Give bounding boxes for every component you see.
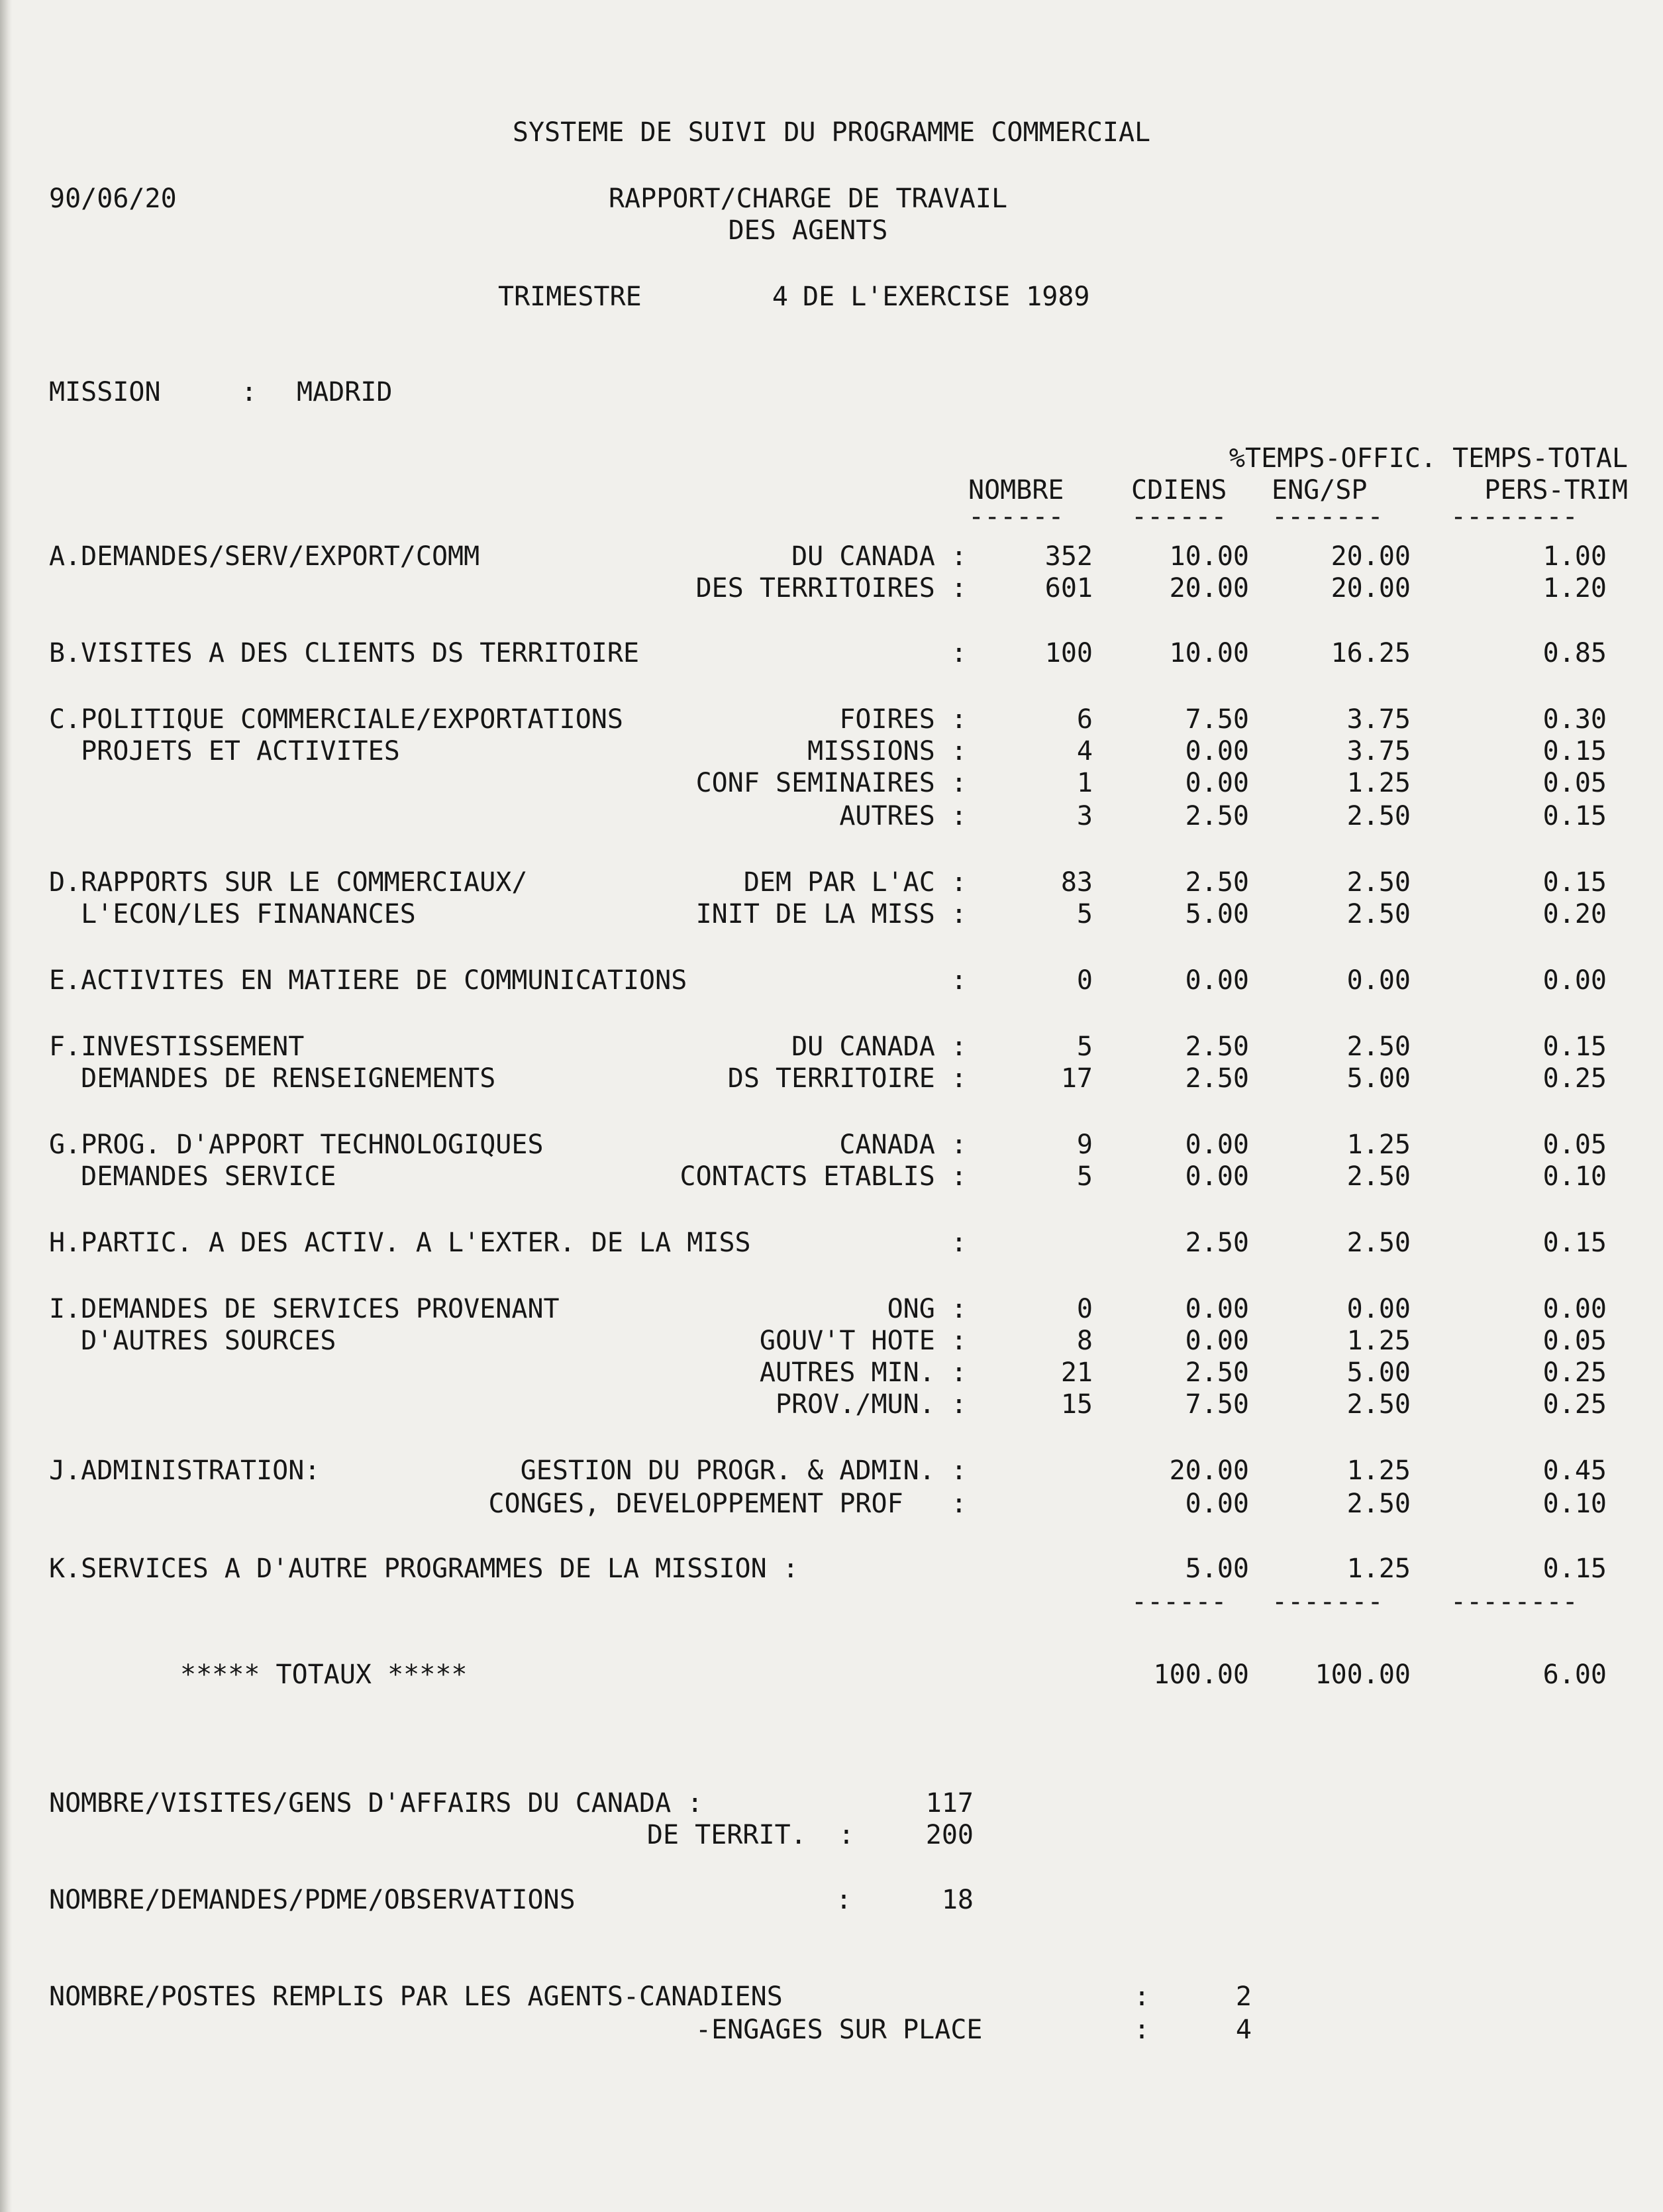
row-pers-trim: 0.15 [1542, 867, 1607, 898]
row-pct-cdiens: 0.00 [1185, 1326, 1249, 1356]
visites-label: NOMBRE/VISITES/GENS D'AFFAIRS DU CANADA : [49, 1788, 703, 1818]
row-pct-cdiens: 5.00 [1185, 1554, 1249, 1584]
row-label: D.RAPPORTS SUR LE COMMERCIAUX/ [49, 867, 528, 898]
row-pct-cdiens: 7.50 [1185, 1389, 1249, 1420]
visites-canada-value: 117 [925, 1788, 974, 1818]
row-pct-engsp: 1.25 [1346, 1130, 1411, 1160]
row-pers-trim: 0.10 [1542, 1161, 1607, 1192]
row-pers-trim: 0.05 [1542, 1130, 1607, 1160]
totals-rule-pers-trim: -------- [1450, 1587, 1578, 1617]
row-sub-label: CANADA : [839, 1130, 967, 1160]
row-sub-label: DEM PAR L'AC : [743, 867, 967, 898]
row-label: E.ACTIVITES EN MATIERE DE COMMUNICATIONS [49, 965, 687, 996]
row-label: D'AUTRES SOURCES [49, 1326, 336, 1356]
row-pct-cdiens: 0.00 [1185, 736, 1249, 766]
row-pct-engsp: 2.50 [1346, 867, 1411, 898]
row-label: B.VISITES A DES CLIENTS DS TERRITOIRE [49, 638, 640, 668]
row-pct-cdiens: 2.50 [1185, 801, 1249, 831]
row-sub-label: AUTRES : [839, 801, 967, 831]
row-sub-label: GOUV'T HOTE : [759, 1326, 967, 1356]
postes-canadiens-value: 2 [1235, 1981, 1252, 2012]
row-nombre: 352 [1044, 541, 1093, 572]
row-sub-label: DU CANADA : [791, 1031, 967, 1062]
row-pct-engsp: 2.50 [1346, 1228, 1411, 1258]
row-pers-trim: 0.30 [1542, 704, 1607, 735]
col-rule-cdiens: ------ [1131, 501, 1227, 532]
totals-pers-trim: 6.00 [1542, 1659, 1607, 1690]
row-pct-cdiens: 20.00 [1169, 573, 1249, 604]
row-pers-trim: 0.00 [1542, 965, 1607, 996]
row-pct-cdiens: 0.00 [1185, 768, 1249, 798]
row-pers-trim: 1.20 [1542, 573, 1607, 604]
row-nombre: 21 [1060, 1357, 1093, 1388]
row-pers-trim: 0.20 [1542, 899, 1607, 929]
row-pct-cdiens: 0.00 [1185, 1294, 1249, 1324]
mission-sep: : [241, 377, 258, 407]
visites-territ-label: DE TERRIT. : [646, 1820, 854, 1850]
row-nombre: 6 [1076, 704, 1093, 735]
row-sub-label: CONF SEMINAIRES : [695, 768, 967, 798]
row-sub-label: CONTACTS ETABLIS : [680, 1161, 967, 1192]
row-pers-trim: 0.15 [1542, 1228, 1607, 1258]
row-pers-trim: 0.15 [1542, 736, 1607, 766]
row-nombre: 15 [1060, 1389, 1093, 1420]
row-sub-label: FOIRES : [839, 704, 967, 735]
row-pers-trim: 0.25 [1542, 1357, 1607, 1388]
row-pct-cdiens: 0.00 [1185, 1130, 1249, 1160]
row-sub-label: PROV./MUN. : [776, 1389, 967, 1420]
row-pct-engsp: 3.75 [1346, 736, 1411, 766]
row-pct-cdiens: 2.50 [1185, 1228, 1249, 1258]
row-nombre: 100 [1044, 638, 1093, 668]
row-label: K.SERVICES A D'AUTRE PROGRAMMES DE LA MISSION : [49, 1554, 799, 1584]
fiscal-year: DE L'EXERCISE 1989 [803, 282, 1090, 312]
row-pers-trim: 0.25 [1542, 1063, 1607, 1094]
row-label: I.DEMANDES DE SERVICES PROVENANT [49, 1294, 560, 1324]
col-nombre-header: NOMBRE [968, 475, 1064, 505]
row-pers-trim: 0.15 [1542, 1554, 1607, 1584]
postes-sep: : [1134, 1981, 1150, 2012]
row-label: H.PARTIC. A DES ACTIV. A L'EXTER. DE LA MISS [49, 1228, 751, 1258]
row-pers-trim: 0.00 [1542, 1294, 1607, 1324]
row-pct-engsp: 3.75 [1346, 704, 1411, 735]
row-pct-engsp: 2.50 [1346, 1031, 1411, 1062]
row-pct-engsp: 2.50 [1346, 899, 1411, 929]
report-date: 90/06/20 [49, 184, 177, 214]
row-sub-label: MISSIONS : [807, 736, 967, 766]
row-pers-trim: 0.10 [1542, 1489, 1607, 1519]
row-nombre: 83 [1060, 867, 1093, 898]
row-label: C.POLITIQUE COMMERCIALE/EXPORTATIONS [49, 704, 623, 735]
row-pct-cdiens: 0.00 [1185, 1161, 1249, 1192]
postes-sp-value: 4 [1235, 2015, 1252, 2045]
row-pct-engsp: 1.25 [1346, 1326, 1411, 1356]
row-label: J.ADMINISTRATION: [49, 1455, 321, 1486]
row-nombre: 3 [1076, 801, 1093, 831]
row-nombre: 8 [1076, 1326, 1093, 1356]
row-pct-engsp: 0.00 [1346, 965, 1411, 996]
row-sub-label: INIT DE LA MISS : [695, 899, 967, 929]
row-pct-cdiens: 2.50 [1185, 1031, 1249, 1062]
row-pct-engsp: 2.50 [1346, 1389, 1411, 1420]
row-nombre: 5 [1076, 1161, 1093, 1192]
row-pct-cdiens: 2.50 [1185, 867, 1249, 898]
row-pct-cdiens: 0.00 [1185, 965, 1249, 996]
row-sub-label: DES TERRITOIRES : [695, 573, 967, 604]
totals-rule-engsp: ------- [1272, 1587, 1384, 1617]
row-pct-engsp: 20.00 [1331, 541, 1411, 572]
report-title-line2: DES AGENTS [728, 215, 888, 246]
totals-label: ***** TOTAUX ***** [180, 1659, 468, 1690]
scan-edge [0, 0, 12, 2212]
row-pct-cdiens: 20.00 [1169, 1455, 1249, 1486]
row-nombre: 17 [1060, 1063, 1093, 1094]
totals-cdiens: 100.00 [1153, 1659, 1249, 1690]
col-rule-pers-trim: -------- [1450, 501, 1578, 532]
row-pct-engsp: 2.50 [1346, 1489, 1411, 1519]
row-pers-trim: 0.85 [1542, 638, 1607, 668]
row-pct-engsp: 0.00 [1346, 1294, 1411, 1324]
row-nombre: 0 [1076, 965, 1093, 996]
row-pct-cdiens: 5.00 [1185, 899, 1249, 929]
row-nombre: 5 [1076, 899, 1093, 929]
row-label: F.INVESTISSEMENT [49, 1031, 305, 1062]
mission-label: MISSION [49, 377, 161, 407]
row-pct-engsp: 1.25 [1346, 1554, 1411, 1584]
quarter-number: 4 [772, 282, 788, 312]
row-sub-label: : [950, 638, 967, 668]
row-sub-label: : [950, 1228, 967, 1258]
row-pct-engsp: 2.50 [1346, 1161, 1411, 1192]
row-pers-trim: 1.00 [1542, 541, 1607, 572]
row-label: DEMANDES SERVICE [49, 1161, 336, 1192]
col-pct-temps-header: %TEMPS-OFFIC. TEMPS-TOTAL [1229, 443, 1628, 474]
row-pers-trim: 0.15 [1542, 1031, 1607, 1062]
row-pct-cdiens: 10.00 [1169, 541, 1249, 572]
demandes-sep: : [836, 1885, 852, 1915]
row-pers-trim: 0.15 [1542, 801, 1607, 831]
row-pers-trim: 0.25 [1542, 1389, 1607, 1420]
report-title-line1: RAPPORT/CHARGE DE TRAVAIL [608, 184, 1008, 214]
row-sub-label: AUTRES MIN. : [759, 1357, 967, 1388]
demandes-label: NOMBRE/DEMANDES/PDME/OBSERVATIONS [49, 1885, 576, 1915]
row-pct-cdiens: 10.00 [1169, 638, 1249, 668]
postes-sp-label: -ENGAGES SUR PLACE [695, 2015, 983, 2045]
row-nombre: 601 [1044, 573, 1093, 604]
row-sub-label: DU CANADA : [791, 541, 967, 572]
row-label: PROJETS ET ACTIVITES [49, 736, 400, 766]
row-pct-engsp: 20.00 [1331, 573, 1411, 604]
row-pct-cdiens: 2.50 [1185, 1357, 1249, 1388]
row-pers-trim: 0.05 [1542, 768, 1607, 798]
row-pct-cdiens: 0.00 [1185, 1489, 1249, 1519]
row-pct-engsp: 5.00 [1346, 1063, 1411, 1094]
col-cdiens-header: CDIENS [1131, 475, 1227, 505]
row-nombre: 4 [1076, 736, 1093, 766]
row-label: A.DEMANDES/SERV/EXPORT/COMM [49, 541, 480, 572]
row-pct-engsp: 1.25 [1346, 768, 1411, 798]
row-sub-label: : [950, 965, 967, 996]
col-rule-nombre: ------ [968, 501, 1064, 532]
totals-engsp: 100.00 [1315, 1659, 1411, 1690]
row-sub-label: CONGES, DEVELOPPEMENT PROF : [488, 1489, 967, 1519]
quarter-label: TRIMESTRE [498, 282, 642, 312]
row-label: G.PROG. D'APPORT TECHNOLOGIQUES [49, 1130, 544, 1160]
row-pers-trim: 0.45 [1542, 1455, 1607, 1486]
system-title: SYSTEME DE SUIVI DU PROGRAMME COMMERCIAL [512, 117, 1151, 148]
row-label: DEMANDES DE RENSEIGNEMENTS [49, 1063, 496, 1094]
mission-value: MADRID [297, 377, 393, 407]
demandes-value: 18 [941, 1885, 974, 1915]
row-pct-engsp: 16.25 [1331, 638, 1411, 668]
row-pers-trim: 0.05 [1542, 1326, 1607, 1356]
totals-rule-cdiens: ------ [1131, 1587, 1227, 1617]
visites-territ-value: 200 [925, 1820, 974, 1850]
row-pct-cdiens: 7.50 [1185, 704, 1249, 735]
col-engsp-header: ENG/SP [1272, 475, 1368, 505]
row-pct-engsp: 1.25 [1346, 1455, 1411, 1486]
row-sub-label: DS TERRITOIRE : [727, 1063, 967, 1094]
row-nombre: 9 [1076, 1130, 1093, 1160]
row-sub-label: GESTION DU PROGR. & ADMIN. : [520, 1455, 967, 1486]
postes-label: NOMBRE/POSTES REMPLIS PAR LES AGENTS-CANADIENS [49, 1981, 783, 2012]
col-pers-trim-header: PERS-TRIM [1484, 475, 1628, 505]
row-nombre: 5 [1076, 1031, 1093, 1062]
row-sub-label: ONG : [887, 1294, 967, 1324]
row-nombre: 0 [1076, 1294, 1093, 1324]
row-label: L'ECON/LES FINANANCES [49, 899, 416, 929]
row-nombre: 1 [1076, 768, 1093, 798]
col-rule-engsp: ------- [1272, 501, 1384, 532]
row-pct-engsp: 2.50 [1346, 801, 1411, 831]
row-pct-engsp: 5.00 [1346, 1357, 1411, 1388]
row-pct-cdiens: 2.50 [1185, 1063, 1249, 1094]
postes-sp-sep: : [1134, 2015, 1150, 2045]
